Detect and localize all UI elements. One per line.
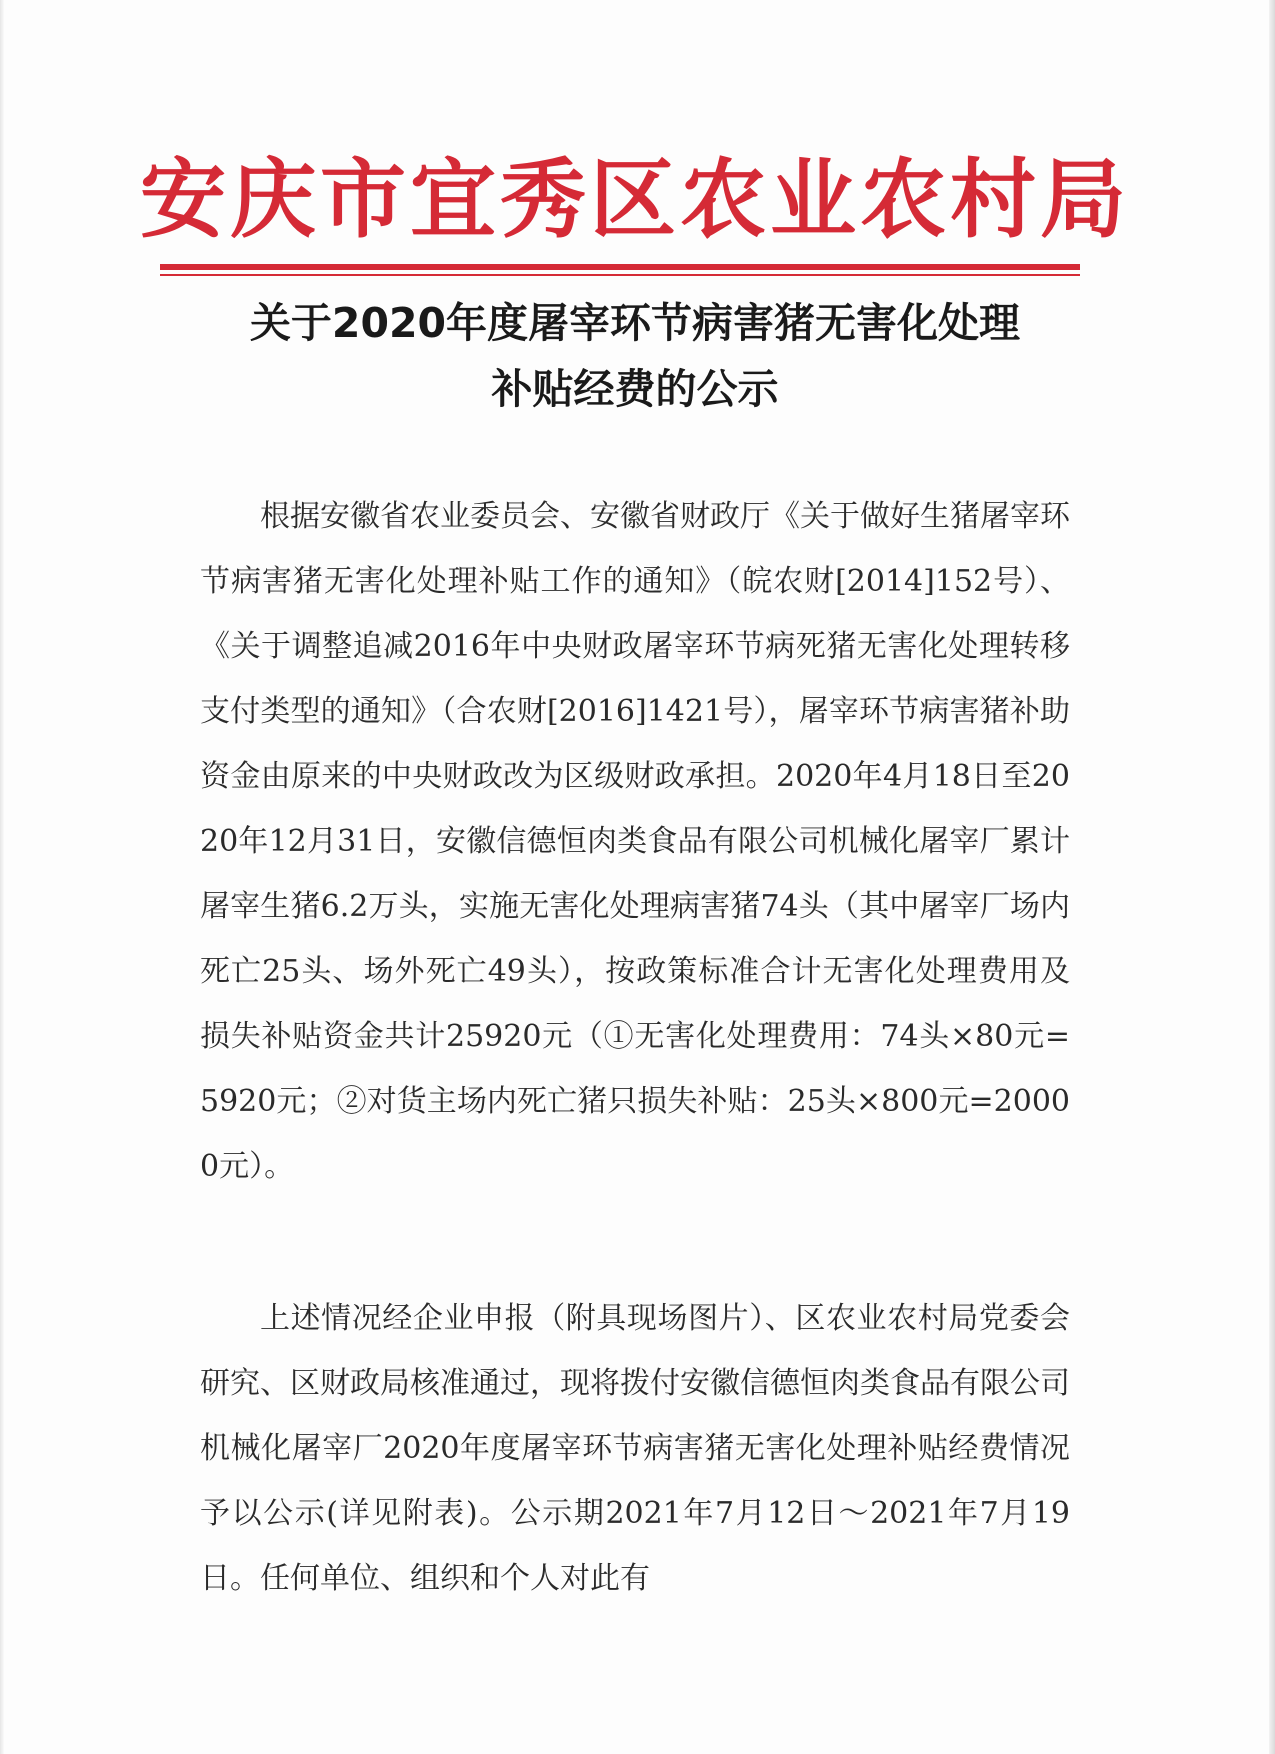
organization-header: 安庆市宜秀区农业农村局 — [140, 149, 1130, 250]
scan-edge-left — [0, 0, 4, 1754]
header-red-rule-thin — [160, 274, 1080, 276]
title-line-1: 关于2020年度屠宰环节病害猪无害化处理 — [249, 299, 1021, 347]
document-title — [140, 290, 1130, 422]
title-line-2: 补贴经费的公示 — [491, 365, 779, 413]
body-paragraph-1: 根据安徽省农业委员会、安徽省财政厅《关于做好生猪屠宰环节病害猪无害化处理补贴工作的通知》（皖农财[2014]152号）、《关于调整追减2016年中央财政屠宰环节病死猪无害化处理转移支付类型的通知》（合农财[2016]1421号），屠宰环节病害猪补助资金由原来的中央财政改为区级财政承担。2020年4月18日至2020年12月31日，安徽信德恒肉类食品有限公司机械化屠宰厂累计屠宰生猪6.2万头，实施无害化处理病害猪74头（其中屠宰厂场内死亡25头、场外死亡49头），按政策标准合计无害化处理费用及损失补贴资金共计25920元（①无害化处理费用：74头×80元=5920元；②对货主场内死亡猪只损失补贴：25头×800元=20000元）。 — [200, 499, 1070, 1184]
scan-edge-right — [1269, 0, 1275, 1754]
header-red-rule-thick — [160, 264, 1080, 270]
body-paragraph-2: 上述情况经企业申报（附具现场图片）、区农业农村局党委会研究、区财政局核准通过，现将拨付安徽信德恒肉类食品有限公司机械化屠宰厂2020年度屠宰环节病害猪无害化处理补贴经费情况予以公示(详见附表)。公示期2021年7月12日～2021年7月19日。任何单位、组织和个人对此有 — [200, 1301, 1070, 1596]
